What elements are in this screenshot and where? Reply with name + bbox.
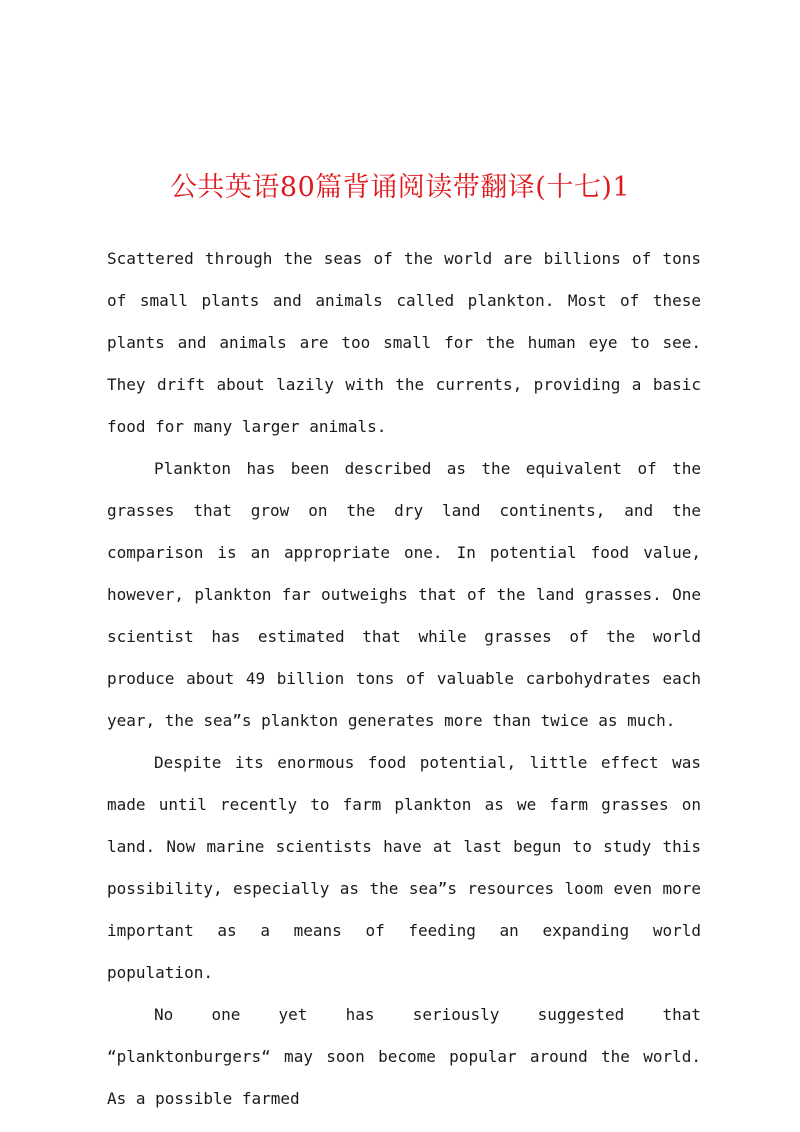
paragraph-1: Scattered through the seas of the world are billions of tons of small plants and animals called plankton. Most of these plants and animals are too small for the human eye to see. They drift about lazily with the currents, providing a basic food for many larger animals.	[107, 249, 701, 436]
paragraph-3: Despite its enormous food potential, little effect was made until recently to farm plankton as we farm grasses on land. Now marine scientists have at last begun to study this possibility, especially as the sea”s resources loom even more important as a means of feeding an expanding world population.	[107, 753, 701, 982]
paragraph-2: Plankton has been described as the equivalent of the grasses that grow on the dry land continents, and the comparison is an appropriate one. In potential food value, however, plankton far outweighs that of the land grasses. One scientist has estimated that while grasses of the world produce about 49 billion tons of valuable carbohydrates each year, the sea”s plankton generates more than twice as much.	[107, 459, 701, 730]
document-body	[107, 238, 701, 1120]
paragraph-4: No one yet has seriously suggested that “planktonburgers“ may soon become popular around the world. As a possible farmed	[107, 1005, 701, 1108]
document-title: 公共英语80篇背诵阅读带翻译(十七)1	[169, 172, 631, 203]
